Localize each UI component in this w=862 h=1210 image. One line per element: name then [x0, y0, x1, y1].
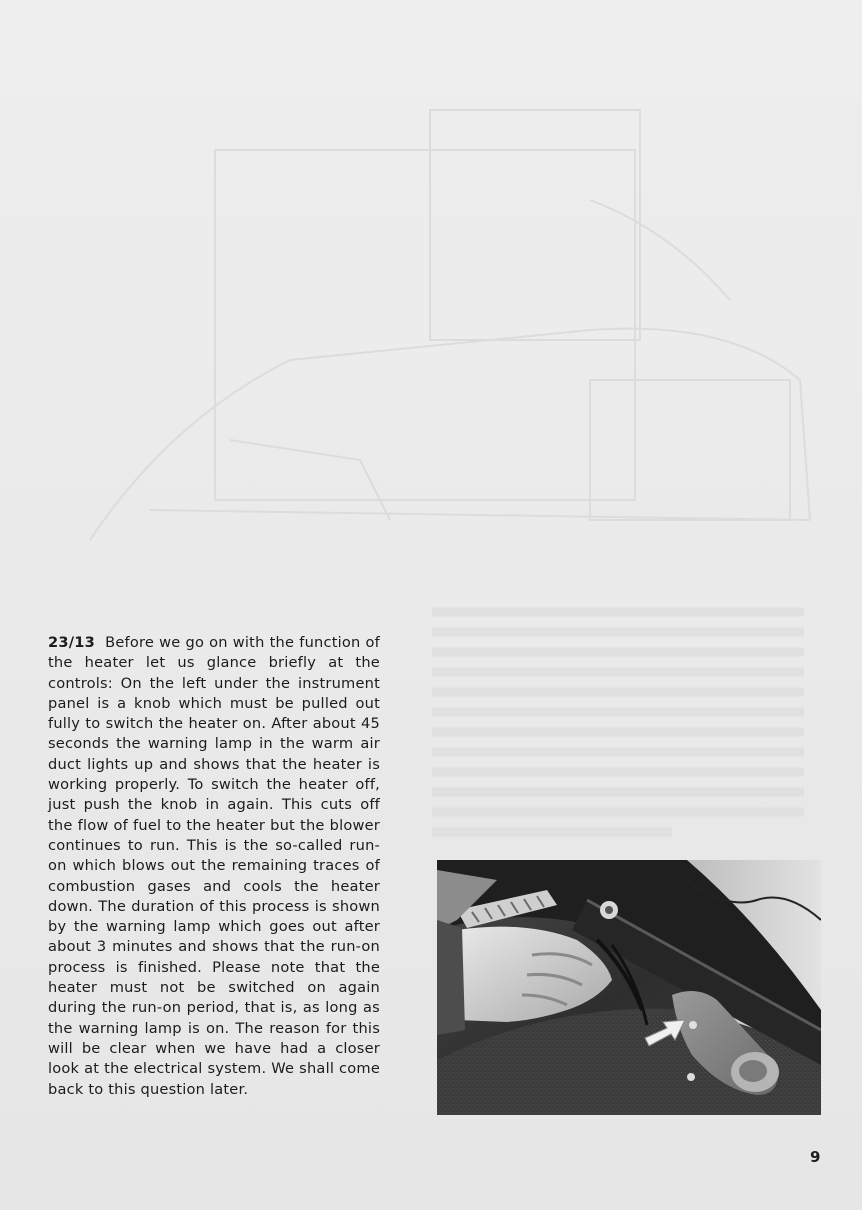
- show-through-illustration: [30, 0, 830, 580]
- page-number: 9: [810, 1148, 821, 1166]
- heater-control-photo-image: [437, 860, 821, 1115]
- show-through-text: [432, 600, 812, 850]
- heater-control-photo: [437, 860, 821, 1115]
- body-paragraph: [48, 633, 380, 1100]
- figure-reference: 23/13: [48, 634, 95, 651]
- paragraph-text: Before we go on with the function of the heater let us glance briefly at the controls: On the left under the instrument panel is a knob which must be pulled out fully to switch the heater on. After about 45 seconds the warning lamp in the warm air duct lights up and shows that the heater is working properly. To switch the heater off, just push the knob in again. This cuts off the flow of fuel to the heater but the blower continues to run. This is the so-called run-on which blows out the remaining traces of combustion gases and cools the heater down. The duration of this process is shown by the warning lamp which goes out after about 3 minutes and shows that the run-on process is finished. Please note that the heater must not be switched on again during the run-on period, that is, as long as the warning lamp is on. The reason for this will be clear when we have had a closer look at the electrical system. We shall come back to this question later.: [48, 634, 381, 1098]
